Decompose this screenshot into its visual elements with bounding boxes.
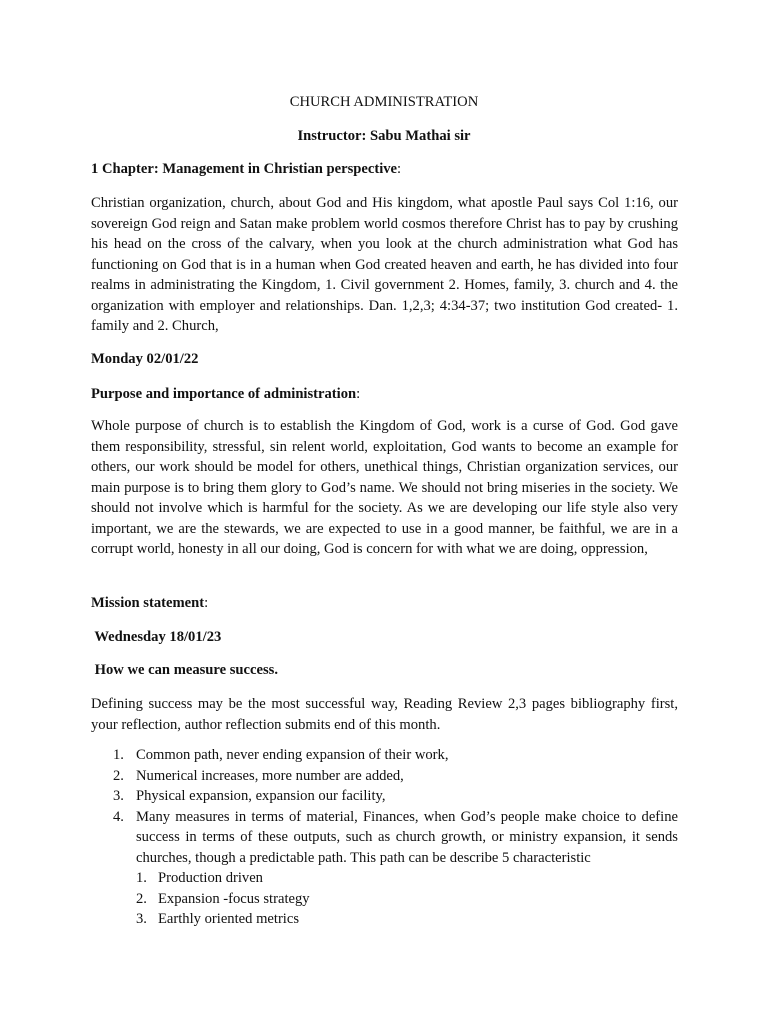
chapter-paragraph: Christian organization, church, about God and His kingdom, what apostle Paul says Col 1:16, our sovereign God reign and Satan make problem world cosmos therefore Christ has to pay by crushing his head on the cross of the calvary, when you look at the church administration what God has functioning on God that is in a human when God created heaven and earth, he has divided into four realms in administrating the Kingdom, 1. Civil government 2. Homes, family, 3. church and 4. the organization with employer and relationships. Dan. 1,2,3; 4:34-37; two institution God created- 1. family and 2. Church, (91, 195, 678, 334)
list-item-text: Physical expansion, expansion our facility, (136, 788, 386, 804)
sublist-item-number: 1. (136, 870, 147, 886)
list-item-number: 2. (113, 767, 124, 784)
sublist-item-text: Production driven (158, 870, 263, 886)
purpose-heading-line (91, 384, 678, 405)
sublist-item (136, 868, 678, 889)
chapter-heading-line (91, 159, 678, 180)
mission-heading-line (91, 593, 678, 614)
success-paragraph: Defining success may be the most successful way, Reading Review 2,3 pages bibliography first, your reflection, author reflection submits end of this month. (91, 696, 678, 733)
characteristics-sublist (136, 868, 678, 930)
list-item-text: Common path, never ending expansion of their work, (136, 747, 449, 763)
sublist-item-text: Expansion -focus strategy (158, 890, 310, 907)
list-item-number: 4. (113, 808, 124, 825)
list-item-number: 3. (113, 788, 124, 804)
success-heading: How we can measure success. (91, 662, 278, 678)
sublist-item-text: Earthly oriented metrics (158, 911, 300, 927)
document-title: CHURCH ADMINISTRATION (289, 94, 479, 110)
list-item (91, 807, 678, 930)
list-item-number: 1. (113, 747, 124, 763)
list-item-text: Many measures in terms of material, Finances, when God’s people make choice to define success in terms of these outputs, such as church growth, or ministry expansion, it sends churches, though a predictable path. This path can be describe 5 characteristic (136, 808, 678, 866)
list-item (91, 786, 678, 807)
purpose-heading-colon: : (356, 386, 361, 402)
sublist-item (136, 909, 678, 930)
purpose-heading: Purpose and importance of administration (91, 386, 357, 402)
sublist-item-number: 3. (136, 911, 147, 927)
list-item-text: Numerical increases, more number are added, (136, 767, 404, 784)
chapter-heading-colon: : (397, 161, 402, 177)
sublist-item (136, 889, 678, 910)
list-item (91, 745, 678, 766)
mission-heading-colon: : (204, 595, 209, 611)
chapter-heading: 1 Chapter: Management in Christian perspective (91, 161, 398, 177)
date-heading-monday: Monday 02/01/22 (91, 351, 199, 367)
date-heading-wednesday: Wednesday 18/01/23 (91, 629, 222, 645)
success-measures-list (91, 745, 678, 930)
purpose-paragraph: Whole purpose of church is to establish the Kingdom of God, work is a curse of God. God gave them responsibility, stressful, sin relent world, exploitation, God wants to become an example for others, our work should be model for others, unethical things, Christian organization services, our main purpose is to bring them glory to God’s name. We should not bring miseries in the society. We should not involve which is harmful for the society. As we are developing our life style also very important, we are the stewards, we are expected to use in a good manner, be faithful, we are in a corrupt world, honesty in all our doing, God is concern for with what we are doing, oppression, (91, 418, 678, 557)
list-item (91, 766, 678, 787)
sublist-item-number: 2. (136, 890, 147, 907)
mission-heading: Mission statement (91, 595, 205, 611)
instructor-line: Instructor: Sabu Mathai sir (297, 128, 471, 144)
